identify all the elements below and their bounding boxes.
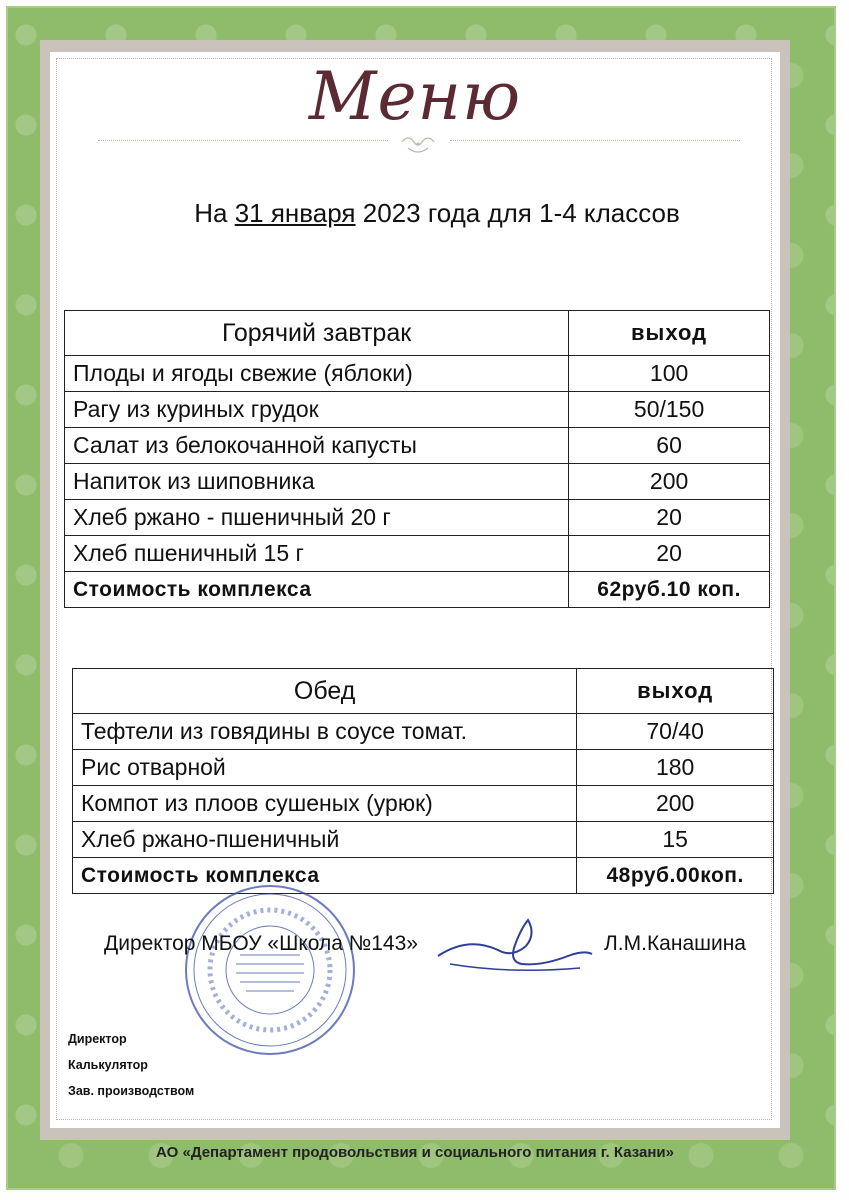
table-row <box>65 536 770 572</box>
dish-yield: 200 <box>569 464 770 500</box>
dish-yield: 50/150 <box>569 392 770 428</box>
total-value: 62руб.10 коп. <box>569 572 770 608</box>
menu-date-line <box>0 198 849 229</box>
table-row <box>73 714 774 750</box>
dish-name: Напиток из шиповника <box>65 464 569 500</box>
title-divider-right <box>450 140 740 141</box>
dish-name: Тефтели из говядины в соусе томат. <box>73 714 577 750</box>
dish-yield: 15 <box>577 822 774 858</box>
table-row <box>65 356 770 392</box>
dish-name: Хлеб пшеничный 15 г <box>65 536 569 572</box>
table-header-row <box>65 311 770 356</box>
dish-name: Компот из плоов сушеных (урюк) <box>73 786 577 822</box>
director-name: Л.М.Канашина <box>604 932 746 955</box>
total-row <box>73 858 774 894</box>
flourish-ornament-icon <box>398 130 438 160</box>
role-production-head: Зав. производством <box>68 1084 195 1098</box>
yield-header: выход <box>577 669 774 714</box>
total-label: Стоимость комплекса <box>65 572 569 608</box>
dish-yield: 100 <box>569 356 770 392</box>
dish-name: Хлеб ржано - пшеничный 20 г <box>65 500 569 536</box>
subtitle-suffix: 2023 года для 1-4 классов <box>362 198 680 228</box>
organization-footer: АО «Департамент продовольствия и социального питания г. Казани» <box>156 1144 674 1161</box>
subtitle-date: 31 января <box>234 198 356 228</box>
role-director: Директор <box>68 1032 127 1046</box>
title-divider-left <box>98 140 388 141</box>
table-row <box>65 392 770 428</box>
dish-yield: 180 <box>577 750 774 786</box>
dish-name: Рис отварной <box>73 750 577 786</box>
dish-yield: 70/40 <box>577 714 774 750</box>
table-row <box>65 500 770 536</box>
dish-name: Хлеб ржано-пшеничный <box>73 822 577 858</box>
dish-name: Рагу из куриных грудок <box>65 392 569 428</box>
yield-header: выход <box>569 311 770 356</box>
breakfast-header: Горячий завтрак <box>65 311 569 356</box>
dish-name: Салат из белокочанной капусты <box>65 428 569 464</box>
school-seal-stamp-icon <box>180 880 360 1060</box>
menu-title: Меню <box>308 58 522 135</box>
dish-yield: 20 <box>569 500 770 536</box>
dish-yield: 200 <box>577 786 774 822</box>
table-header-row <box>73 669 774 714</box>
total-value: 48руб.00коп. <box>577 858 774 894</box>
lunch-header: Обед <box>73 669 577 714</box>
breakfast-table <box>64 310 770 608</box>
total-row <box>65 572 770 608</box>
lunch-table <box>72 668 774 894</box>
table-row <box>73 750 774 786</box>
dish-name: Плоды и ягоды свежие (яблоки) <box>65 356 569 392</box>
handwritten-signature-icon <box>430 912 610 982</box>
dish-yield: 60 <box>569 428 770 464</box>
total-label: Стоимость комплекса <box>73 858 577 894</box>
director-line: Директор МБОУ «Школа №143» <box>104 932 418 955</box>
subtitle-prefix: На <box>194 198 228 228</box>
role-calculator: Калькулятор <box>68 1058 148 1072</box>
table-row <box>65 464 770 500</box>
table-row <box>73 822 774 858</box>
dish-yield: 20 <box>569 536 770 572</box>
table-row <box>65 428 770 464</box>
table-row <box>73 786 774 822</box>
